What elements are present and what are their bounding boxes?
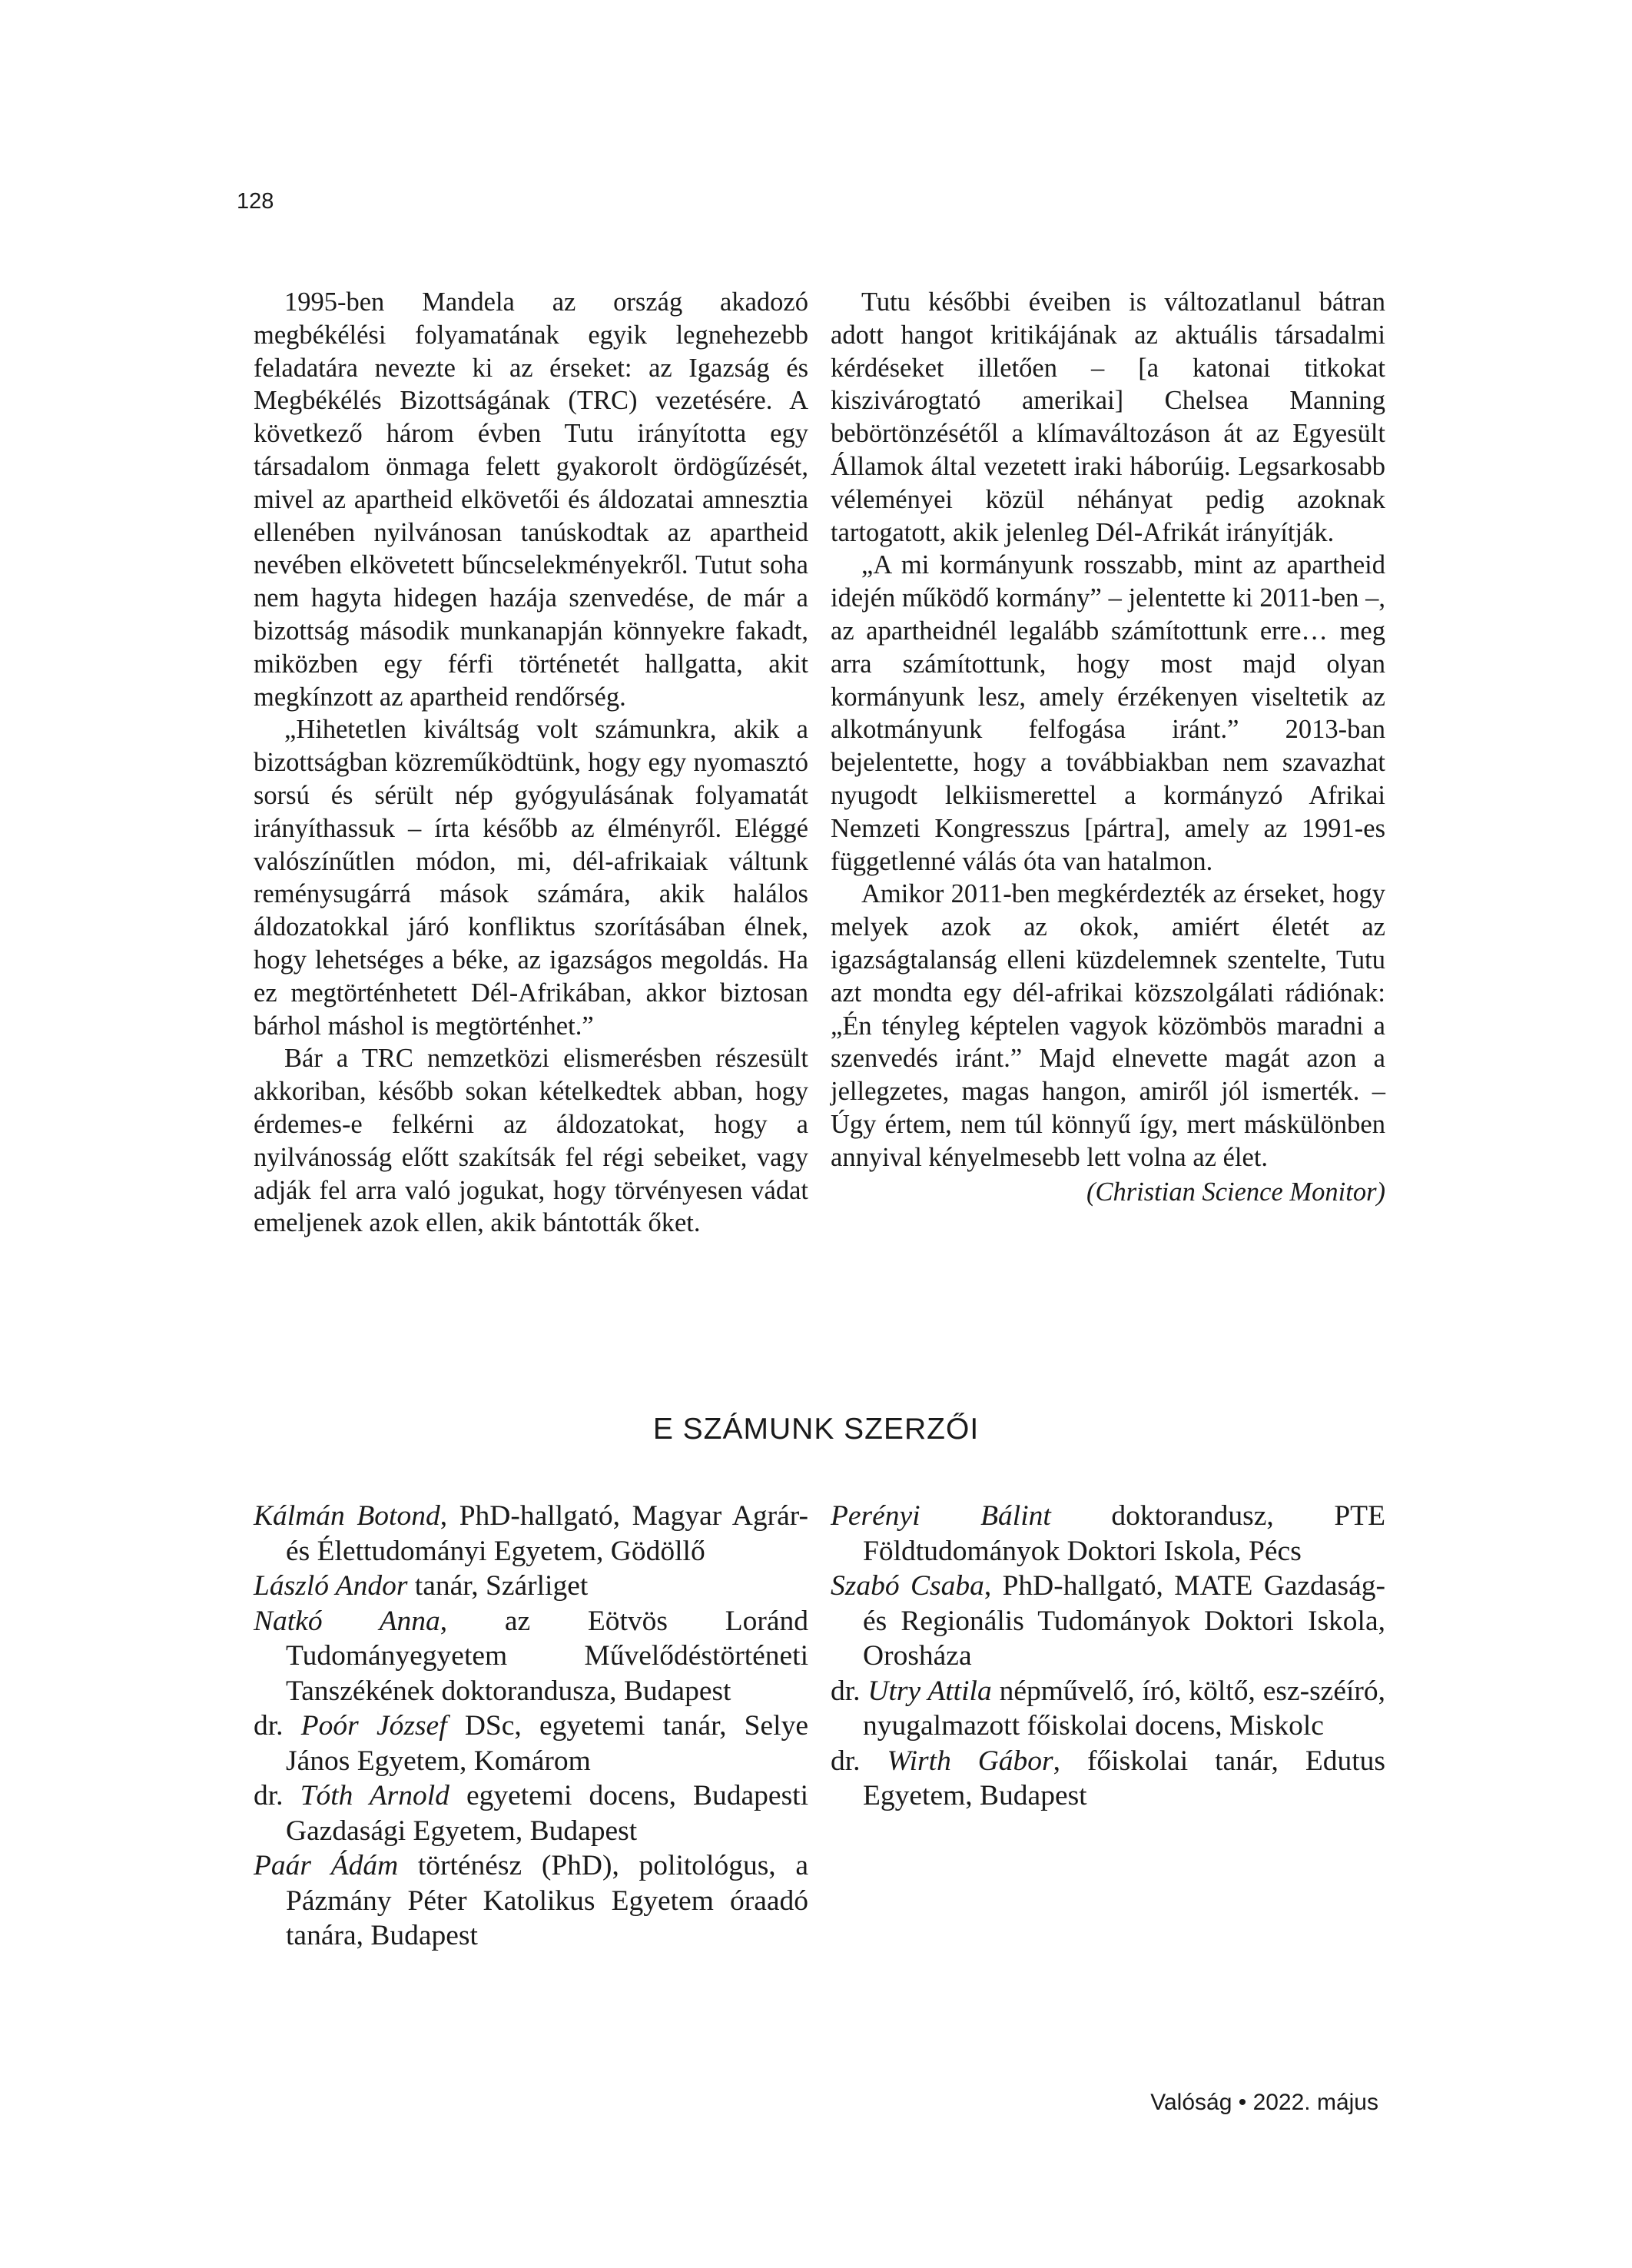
author-entry	[831, 1499, 1385, 1569]
author-description: , PhD-hallgató, Magyar Agrár- és Élettudományi Egyetem, Gödöllő	[286, 1500, 808, 1567]
author-entry	[254, 1708, 808, 1778]
paragraph: „A mi kormányunk rosszabb, mint az apartheid idején működő kormány” – jelentette ki 2011-ben –, az apartheidnél legalább számítottunk erre… meg arra számítottunk, hogy most majd olyan kormányunk lesz, amely érzékenyen viseltetik az alkotmányunk felfogása iránt.” 2013-ban bejelentette, hogy a továbbiakban nem szavazhat nyugodt lelkiismerettel a kormányzó Afrikai Nemzeti Kongresszus [pártra], amely az 1991-es függetlenné válás óta van hatalmon.	[831, 550, 1385, 876]
author-entry	[254, 1604, 808, 1709]
authors-heading: E SZÁMUNK SZERZŐI	[652, 1413, 980, 1446]
author-name: Kálmán Botond	[254, 1500, 440, 1532]
paragraph: Bár a TRC nemzetközi elismerésben részesült akkoriban, később sokan kételkedtek abban, hogy érdemes-e felkérni az áldozatokat, hogy a nyilvánosság előtt szakítsák fel régi sebeiket, vagy adják fel arra való jogukat, hogy törvényesen vádat emeljenek azok ellen, akik bántották őket.	[254, 1044, 808, 1238]
author-prefix: dr.	[254, 1780, 300, 1811]
paragraph: Tutu későbbi éveiben is változatlanul bátran adott hangot kritikájának az aktuális társadalmi kérdéseket illetően – [a katonai titkokat kiszivárogtató amerikai] Chelsea Manning bebörtönzésétől a klímaváltozáson át az Egyesült Államok által vezetett iraki háborúig. Legsarkosabb véleményei közül néhányat pedig azoknak tartogatott, akik jelenleg Dél-Afrikát irányítják.	[831, 287, 1385, 547]
author-description: történész (PhD), politológus, a Pázmány Péter Katolikus Egyetem óraadó tanára, Budapest	[286, 1850, 808, 1951]
author-name: Szabó Csaba	[831, 1570, 984, 1602]
author-name: Perényi Bálint	[831, 1500, 1051, 1532]
page-number: 128	[237, 189, 274, 214]
author-entry	[831, 1744, 1385, 1814]
author-entry	[254, 1569, 808, 1604]
author-prefix: dr.	[254, 1710, 301, 1742]
author-entry	[831, 1569, 1385, 1674]
paragraph: „Hihetetlen kiváltság volt számunkra, akik a bizottságban közreműködtünk, hogy egy nyomasztó sorsú és sérült nép gyógyulásának folyamatát irányíthassuk – írta később az élményről. Eléggé valószínűtlen módon, mi, dél-afrikaiak váltunk reménysugárrá mások számára, akik halálos áldozatokkal járó konfliktus szorításában élnek, hogy lehetséges a béke, az igazságos megoldás. Ha ez megtörténhetett Dél-Afrikában, akkor biztosan bárhol máshol is megtörténhet.”	[254, 715, 808, 1041]
article-column-right	[831, 286, 1385, 1208]
author-name: László Andor	[254, 1570, 408, 1602]
article-column-left	[254, 286, 808, 1240]
author-description: doktorandusz, PTE Földtudományok Doktori Iskola, Pécs	[863, 1500, 1385, 1567]
author-name: Wirth Gábor	[887, 1745, 1053, 1777]
author-prefix: dr.	[831, 1745, 887, 1777]
author-prefix: dr.	[831, 1675, 868, 1707]
author-description: tanár, Szárliget	[407, 1570, 589, 1602]
author-description: egyetemi docens, Budapesti Gazdasági Egyetem, Budapest	[286, 1780, 808, 1847]
author-name: Poór József	[300, 1710, 447, 1742]
author-name: Tóth Arnold	[300, 1780, 449, 1811]
author-description: , az Eötvös Loránd Tudományegyetem Művelődéstörténeti Tanszékének doktorandusza, Budapest	[286, 1605, 808, 1707]
author-entry	[254, 1848, 808, 1954]
page-footer: Valóság • 2022. május	[1150, 2090, 1378, 2115]
author-name: Paár Ádám	[254, 1850, 399, 1881]
author-entry	[254, 1499, 808, 1569]
source-citation: (Christian Science Monitor)	[1086, 1177, 1385, 1207]
author-description: népművelő, író, költő, esz-széíró, nyugalmazott főiskolai docens, Miskolc	[863, 1675, 1385, 1742]
author-name: Natkó Anna	[254, 1605, 440, 1637]
author-description: , PhD-hallgató, MATE Gazdaság- és Regionális Tudományok Doktori Iskola, Orosháza	[863, 1570, 1385, 1672]
authors-list-right	[831, 1499, 1385, 1814]
paragraph: 1995-ben Mandela az ország akadozó megbékélési folyamatának egyik legnehezebb feladatára nevezte ki az érseket: az Igazság és Megbékélés Bizottságának (TRC) vezetésére. A következő három évben Tutu irányította egy társadalom önmaga felett gyakorolt ördögűzését, mivel az apartheid elkövetői és áldozatai amnesztia ellenében nyilvánosan tanúskodtak az apartheid nevében elkövetett bűncselekményekről. Tutut soha nem hagyta hidegen hazája szenvedése, de már a bizottság második munkanapján könnyekre fakadt, miközben egy férfi történetét hallgatta, akit megkínzott az apartheid rendőrség.	[254, 287, 808, 712]
authors-list-left	[254, 1499, 808, 1954]
author-description: DSc, egyetemi tanár, Selye János Egyetem, Komárom	[286, 1710, 808, 1777]
paragraph: Amikor 2011-ben megkérdezték az érseket, hogy melyek azok az okok, amiért életét az igazságtalanság elleni küzdelemnek szentelte, Tutu azt mondta egy dél-afrikai közszolgálati rádiónak: „Én tényleg képtelen vagyok közömbös maradni a szenvedés iránt.” Majd elnevette magát azon a jellegzetes, magas hangon, amiről jól ismerték. – Úgy értem, nem túl könnyű így, mert máskülönben annyival kényelmesebb lett volna az élet.	[831, 879, 1385, 1172]
author-name: Utry Attila	[867, 1675, 992, 1707]
author-description: , főiskolai tanár, Edutus Egyetem, Budapest	[863, 1745, 1385, 1811]
author-entry	[254, 1778, 808, 1848]
author-entry	[831, 1674, 1385, 1744]
